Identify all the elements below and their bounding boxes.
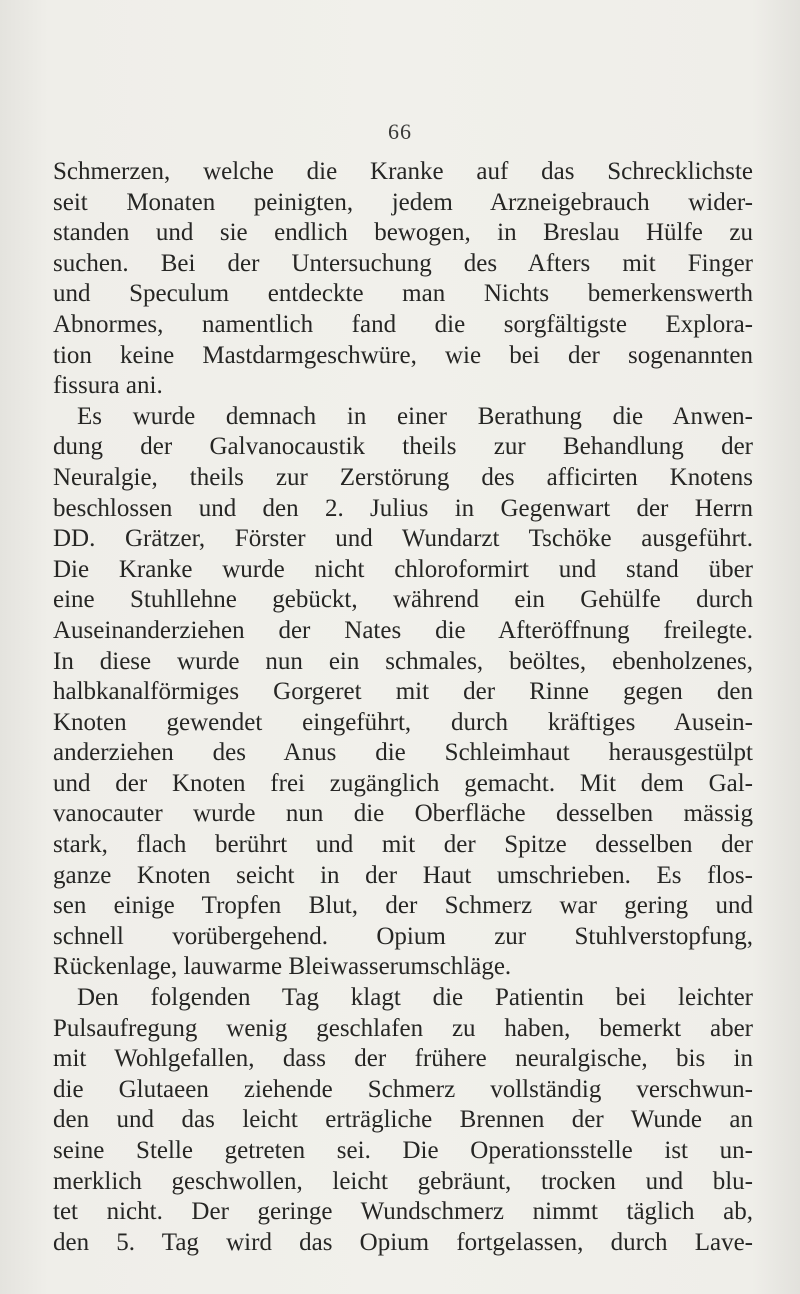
text-line: vanocauter wurde nun die Oberfläche desselben mässig — [53, 800, 753, 828]
text-line: fissura ani. — [53, 372, 163, 400]
text-line: anderziehen des Anus die Schleimhaut herausgestülpt — [53, 739, 753, 767]
text-line: tet nicht. Der geringe Wundschmerz nimmt täglich ab, — [53, 1198, 753, 1226]
text-line: suchen. Bei der Untersuchung des Afters mit Finger — [53, 249, 753, 277]
text-line: Pulsaufregung wenig geschlafen zu haben, bemerkt aber — [53, 1014, 753, 1042]
text-line: dung der Galvanocaustik theils zur Behandlung der — [53, 433, 753, 461]
text-line: tion keine Mastdarmgeschwüre, wie bei der sogenannten — [53, 341, 753, 369]
text-line: Knoten gewendet eingeführt, durch kräftiges Ausein- — [53, 708, 753, 736]
text-line: Abnormes, namentlich fand die sorgfältigste Explora- — [53, 310, 753, 338]
text-line: sen einige Tropfen Blut, der Schmerz war gering und — [53, 892, 753, 920]
text-line: schnell vorübergehend. Opium zur Stuhlverstopfung, — [53, 922, 753, 950]
text-line: halbkanalförmiges Gorgeret mit der Rinne gegen den — [53, 678, 753, 706]
text-line: Schmerzen, welche die Kranke auf das Schrecklichste — [53, 158, 753, 185]
text-line: stark, flach berührt und mit der Spitze desselben der — [53, 831, 753, 859]
text-line: standen und sie endlich bewogen, in Breslau Hülfe zu — [53, 219, 753, 247]
text-line: mit Wohlgefallen, dass der frühere neuralgische, bis in — [53, 1045, 753, 1073]
text-line: Es wurde demnach in einer Berathung die Anwen- — [77, 402, 753, 430]
text-line: Auseinanderziehen der Nates die Afteröffnung freilegte. — [53, 616, 753, 644]
text-line: den und das leicht erträgliche Brennen der Wunde an — [53, 1106, 753, 1134]
text-line: Die Kranke wurde nicht chloroformirt und stand über — [53, 555, 753, 583]
text-line: und der Knoten frei zugänglich gemacht. Mit dem Gal- — [53, 769, 753, 797]
text-line: den 5. Tag wird das Opium fortgelassen, durch Lave- — [53, 1228, 753, 1256]
text-line: seit Monaten peinigten, jedem Arzneigebrauch wider- — [53, 188, 753, 216]
text-line: Neuralgie, theils zur Zerstörung des afficirten Knotens — [53, 463, 753, 491]
text-line: Rückenlage, lauwarme Bleiwasserumschläge. — [53, 953, 512, 981]
text-line: In diese wurde nun ein schmales, beöltes, ebenholzenes, — [53, 647, 753, 675]
text-line: DD. Grätzer, Förster und Wundarzt Tschöke ausgeführt. — [53, 525, 753, 553]
text-line: und Speculum entdeckte man Nichts bemerkenswerth — [53, 280, 753, 308]
text-line: Den folgenden Tag klagt die Patientin bei leichter — [77, 984, 753, 1012]
text-line: ganze Knoten seicht in der Haut umschrieben. Es flos- — [53, 861, 753, 889]
text-line: merklich geschwollen, leicht gebräunt, trocken und blu- — [53, 1167, 753, 1195]
page-number: 66 — [388, 119, 412, 144]
body-text — [53, 157, 753, 1258]
text-line: seine Stelle getreten sei. Die Operationsstelle ist un- — [53, 1137, 753, 1164]
text-line: die Glutaeen ziehende Schmerz vollständig verschwun- — [53, 1075, 753, 1103]
text-line: eine Stuhllehne gebückt, während ein Gehülfe durch — [53, 586, 753, 614]
text-line: beschlossen und den 2. Julius in Gegenwart der Herrn — [53, 494, 753, 522]
